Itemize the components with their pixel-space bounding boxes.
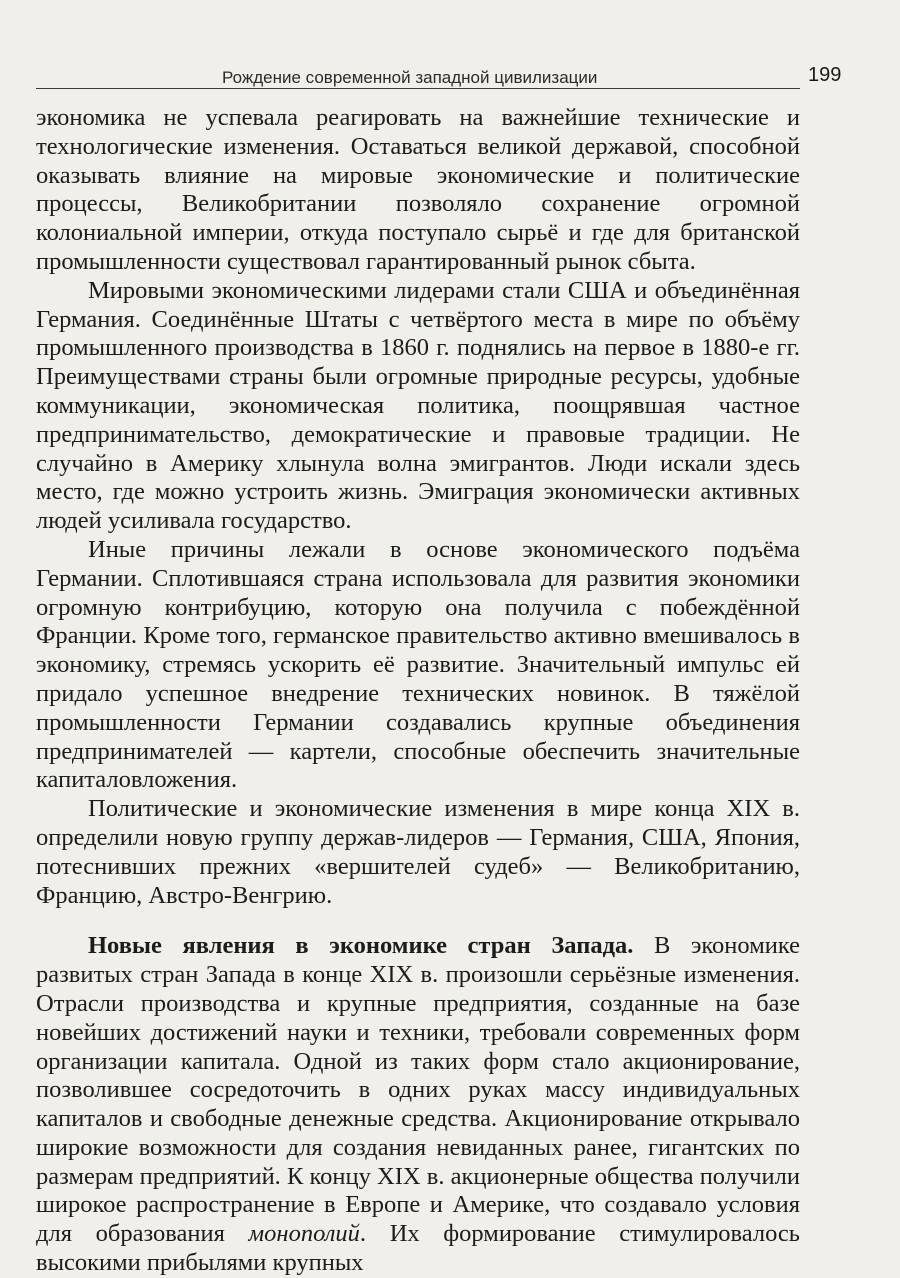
paragraph-germany: Иные причины лежали в основе экономического подъёма Германии. Сплотившаяся страна использовала для развития экономики огромную контрибуцию, которую она получила с побеждённой Франции. Кроме того, германское правительство активно вмешивалось в экономику, стремясь ускорить её развитие. Значительный импульс ей придало успешное внедрение технических новинок. В тяжёлой промышленности Германии создавались крупные объединения предпринимателей — картели, способные обеспечить значительные капиталовложения. [36, 535, 800, 794]
paragraph-leaders: Политические и экономические изменения в мире конца XIX в. определили новую группу держав-лидеров — Германия, США, Япония, потеснивших прежних «вершителей судеб» — Великобританию, Францию, Австро-Венгрию. [36, 795, 800, 909]
section-paragraph [36, 932, 800, 1278]
paragraph-usa-germany: Мировыми экономическими лидерами стали США и объединённая Германия. Соединённые Штаты с четвёртого места в мире по объёму промышленного производства в 1860 г. поднялись на первое в 1880-е гг. Преимуществами страны были огромные природные ресурсы, удобные коммуникации, экономическая политика, поощрявшая частное предпринимательство, демократические и правовые традиции. Не случайно в Америку хлынула волна эмигрантов. Люди искали здесь место, где можно устроить жизнь. Эмиграция экономически активных людей усиливала государство. [36, 276, 800, 535]
running-title: Рождение современной западной цивилизации [222, 68, 598, 87]
paragraph-continued: экономика не успевала реагировать на важнейшие технические и технологические изменения. Оставаться великой державой, способной оказывать влияние на мировые экономические и политические процессы, Великобритании позволяло сохранение огромной колониальной империи, откуда поступало сырьё и где для британской промышленности существовал гарантированный рынок сбыта. [36, 104, 800, 275]
page-number: 199 [808, 64, 842, 86]
emphasized-term: монополий [248, 1220, 360, 1248]
section-text-end: . Их формирование стимулировалось высокими прибылями крупных [36, 1220, 800, 1277]
section-text: В экономике развитых стран Запада в конце XIX в. произошли серьёзные изменения. Отрасли производства и крупные предприятия, созданные на базе новейших достижений науки и техники, требовали современных форм организации капитала. Одной из таких форм стало акционирование, позволившее сосредоточить в одних руках массу индивидуальных капиталов и свободные денежные средства. Акционирование открывало широкие возможности для создания невиданных ранее, гигантских по размерам предприятий. К концу XIX в. акционерные общества получили широкое распространение в Европе и Америке, что создавало условия для образования [36, 932, 800, 1248]
running-header [36, 62, 800, 89]
body-text [36, 104, 800, 1278]
section-heading: Новые явления в экономике стран Запада. [88, 932, 634, 960]
